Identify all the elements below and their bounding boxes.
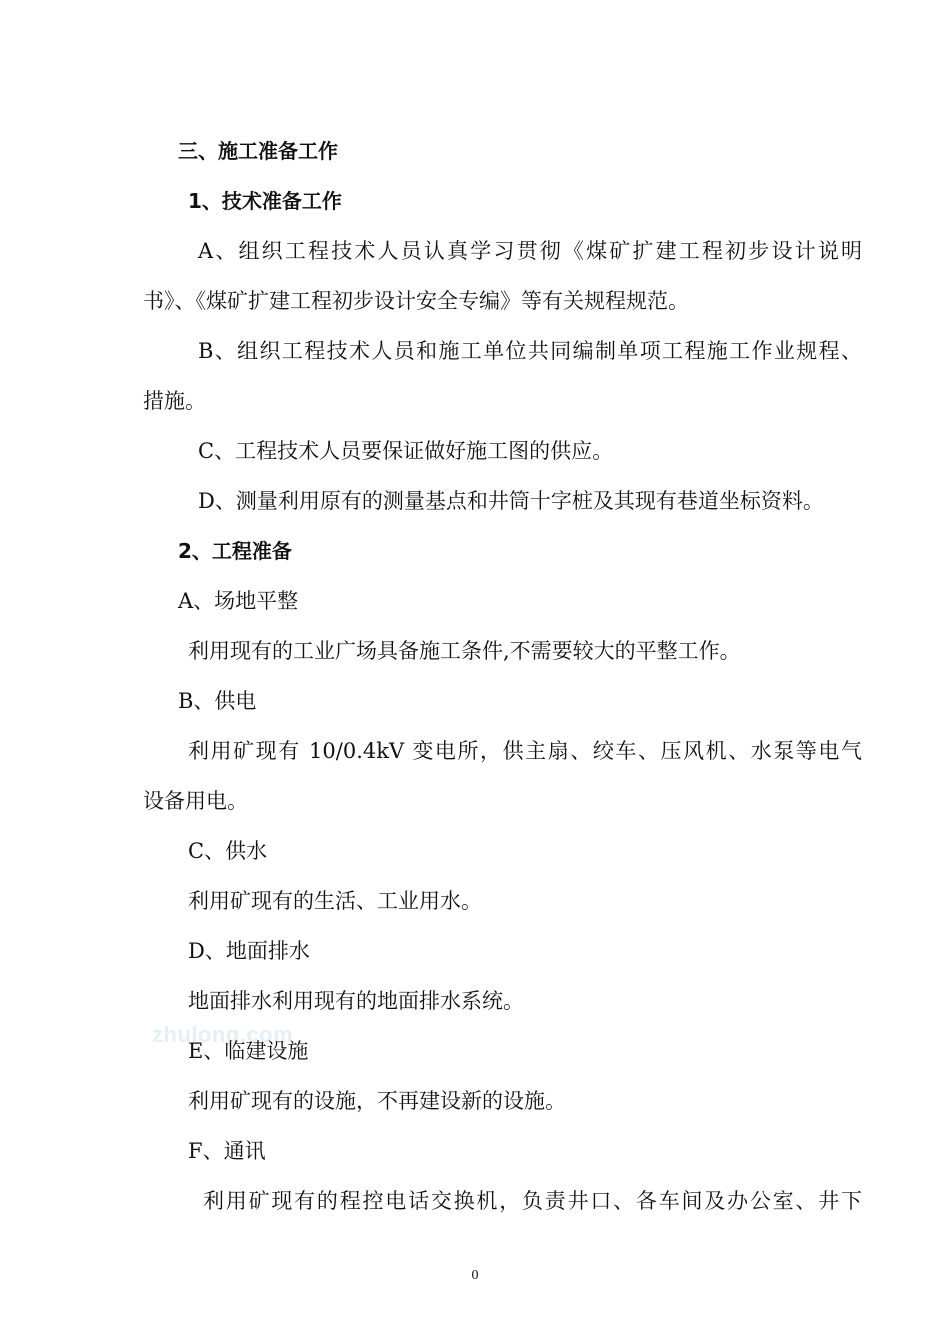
item-c: C、工程技术人员要保证做好施工图的供应。 (198, 439, 614, 463)
power-supply-text-line2: 设备用电。 (143, 789, 248, 813)
subsection-title-engineering: 2、工程准备 (178, 539, 292, 563)
page-number: 0 (471, 1268, 479, 1283)
item-d: D、测量利用原有的测量基点和井筒十字桩及其现有巷道坐标资料。 (198, 489, 824, 513)
power-supply-text-line1: 利用矿现有 10/0.4kV 变电所，供主扇、绞车、压风机、水泵等电气 (188, 739, 862, 763)
communication-text: 利用矿现有的程控电话交换机，负责井口、各车间及办公室、井下 (203, 1189, 862, 1213)
site-leveling-text: 利用现有的工业广场具备施工条件,不需要较大的平整工作。 (188, 639, 741, 663)
section-title: 三、施工准备工作 (178, 139, 338, 163)
watermark: zhulong.com (152, 1022, 294, 1047)
temporary-facilities-heading: E、临建设施 (188, 1039, 309, 1063)
site-leveling-heading: A、场地平整 (178, 589, 299, 613)
water-supply-text: 利用矿现有的生活、工业用水。 (188, 889, 482, 913)
item-a-line1: A、组织工程技术人员认真学习贯彻《煤矿扩建工程初步设计说明 (198, 239, 862, 263)
item-b-line1: B、组织工程技术人员和施工单位共同编制单项工程施工作业规程、 (198, 339, 862, 363)
item-b-line2: 措施。 (143, 389, 206, 413)
drainage-heading: D、地面排水 (188, 939, 310, 963)
power-supply-heading: B、供电 (178, 689, 257, 713)
item-a-line2: 书》、《煤矿扩建工程初步设计安全专编》等有关规程规范。 (143, 289, 689, 313)
subsection-title-technical: 1、技术准备工作 (188, 189, 342, 213)
water-supply-heading: C、供水 (188, 839, 268, 863)
communication-heading: F、通讯 (188, 1139, 266, 1163)
drainage-text: 地面排水利用现有的地面排水系统。 (188, 989, 524, 1013)
temporary-facilities-text: 利用矿现有的设施，不再建设新的设施。 (188, 1089, 566, 1113)
